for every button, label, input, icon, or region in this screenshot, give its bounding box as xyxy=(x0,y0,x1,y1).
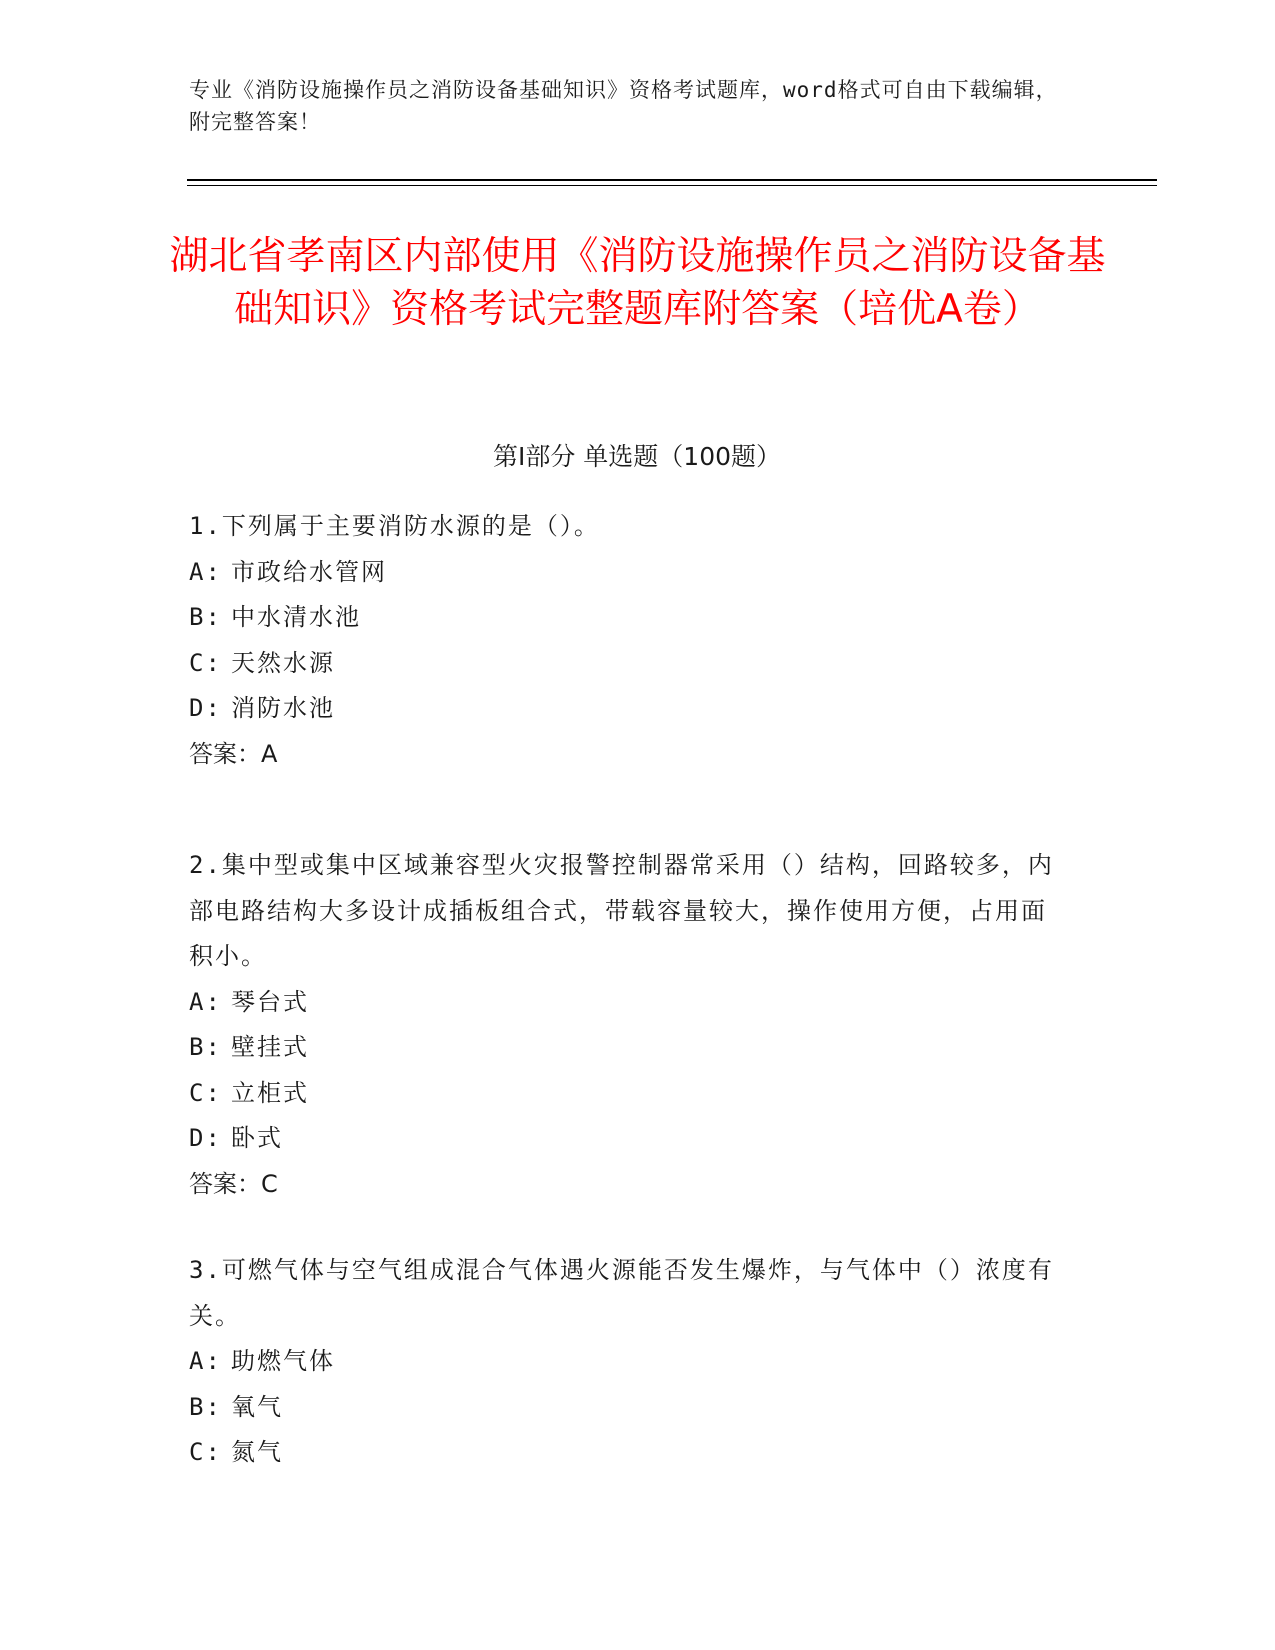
option-letter: D: xyxy=(189,1124,222,1152)
option-text: 助燃气体 xyxy=(231,1347,335,1375)
option-text: 氧气 xyxy=(231,1392,283,1421)
question-3 xyxy=(189,1248,1069,1476)
answer: 答案：A xyxy=(189,739,278,768)
section-title: 第I部分 单选题（100题） xyxy=(492,442,782,471)
option-c xyxy=(189,1071,1069,1117)
document-title: 湖北省孝南区内部使用《消防设施操作员之消防设备基础知识》资格考试完整题库附答案（培优A卷） xyxy=(169,234,1106,332)
option-a xyxy=(189,980,1069,1026)
option-d xyxy=(189,686,1069,732)
option-a xyxy=(189,550,1069,596)
option-letter: C: xyxy=(189,1438,222,1466)
option-text: 市政给水管网 xyxy=(231,557,387,586)
option-letter: A: xyxy=(189,987,222,1016)
question-2 xyxy=(189,843,1069,1207)
answer: 答案：C xyxy=(189,1169,278,1198)
option-c xyxy=(189,641,1069,687)
option-text: 氮气 xyxy=(231,1438,283,1466)
option-c xyxy=(189,1430,1069,1476)
question-1 xyxy=(189,504,1069,777)
option-d xyxy=(189,1116,1069,1162)
option-letter: C: xyxy=(189,1078,222,1107)
option-b xyxy=(189,1025,1069,1071)
option-text: 壁挂式 xyxy=(231,1033,309,1061)
option-a xyxy=(189,1339,1069,1385)
option-text: 卧式 xyxy=(231,1124,283,1152)
header-divider-thin xyxy=(187,185,1157,186)
option-text: 立柜式 xyxy=(231,1078,309,1107)
option-b xyxy=(189,595,1069,641)
option-letter: A: xyxy=(189,1347,222,1375)
question-text: 3.可燃气体与空气组成混合气体遇火源能否发生爆炸，与气体中（）浓度有关。 xyxy=(189,1256,1054,1330)
option-text: 中水清水池 xyxy=(231,603,361,631)
option-text: 消防水池 xyxy=(231,694,335,722)
option-text: 琴台式 xyxy=(231,987,309,1016)
option-letter: A: xyxy=(189,557,222,586)
header-divider-thick xyxy=(187,179,1157,181)
option-letter: D: xyxy=(189,694,222,722)
option-letter: C: xyxy=(189,648,222,677)
option-letter: B: xyxy=(189,1392,222,1421)
question-text: 1.下列属于主要消防水源的是（）。 xyxy=(189,512,600,540)
header-note: 专业《消防设施操作员之消防设备基础知识》资格考试题库，word格式可自由下载编辑，附完整答案！ xyxy=(189,78,1058,134)
option-letter: B: xyxy=(189,1033,222,1061)
question-text: 2.集中型或集中区域兼容型火灾报警控制器常采用（）结构，回路较多，内部电路结构大多设计成插板组合式，带载容量较大，操作使用方便，占用面积小。 xyxy=(189,851,1054,970)
option-b xyxy=(189,1385,1069,1431)
option-text: 天然水源 xyxy=(231,648,335,677)
option-letter: B: xyxy=(189,603,222,631)
